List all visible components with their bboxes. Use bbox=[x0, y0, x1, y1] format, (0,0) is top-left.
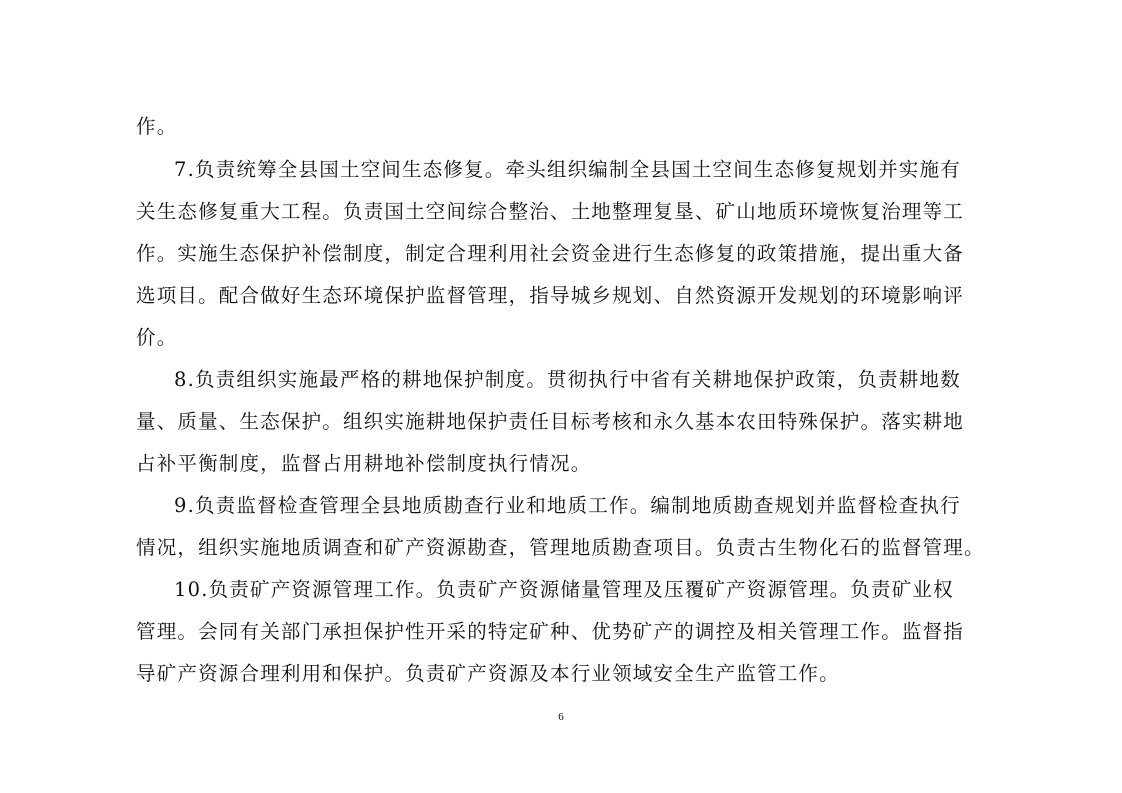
page-number: 6 bbox=[558, 711, 564, 723]
paragraph-7-line-2: 关生态修复重大工程。负责国土空间综合整治、土地整理复垦、矿山地质环境恢复治理等工 bbox=[136, 200, 965, 223]
paragraph-7-line-3: 作。实施生态保护补偿制度，制定合理利用社会资金进行生态修复的政策措施，提出重大备 bbox=[136, 242, 965, 265]
paragraph-7-line-4: 选项目。配合做好生态环境保护监督管理，指导城乡规划、自然资源开发规划的环境影响评 bbox=[136, 284, 965, 307]
paragraph-7-line-5: 价。 bbox=[136, 326, 178, 349]
paragraph-10-line-3: 导矿产资源合理利用和保护。负责矿产资源及本行业领域安全生产监管工作。 bbox=[136, 662, 840, 685]
text-line-1: 作。 bbox=[136, 115, 178, 138]
paragraph-8-line-1: 8.负责组织实施最严格的耕地保护制度。贯彻执行中省有关耕地保护政策，负责耕地数 bbox=[174, 368, 961, 391]
paragraph-7-line-1: 7.负责统筹全县国土空间生态修复。牵头组织编制全县国土空间生态修复规划并实施有 bbox=[174, 158, 961, 181]
paragraph-10-line-1: 10.负责矿产资源管理工作。负责矿产资源储量管理及压覆矿产资源管理。负责矿业权 bbox=[174, 578, 954, 601]
paragraph-8-line-2: 量、质量、生态保护。组织实施耕地保护责任目标考核和永久基本农田特殊保护。落实耕地 bbox=[136, 410, 965, 433]
paragraph-10-line-2: 管理。会同有关部门承担保护性开采的特定矿种、优势矿产的调控及相关管理工作。监督指 bbox=[136, 620, 965, 643]
paragraph-8-line-3: 占补平衡制度，监督占用耕地补偿制度执行情况。 bbox=[136, 452, 592, 475]
paragraph-9-line-2: 情况，组织实施地质调查和矿产资源勘查，管理地质勘查项目。负责古生物化石的监督管理。 bbox=[136, 536, 985, 559]
paragraph-9-line-1: 9.负责监督检查管理全县地质勘查行业和地质工作。编制地质勘查规划并监督检查执行 bbox=[174, 494, 961, 517]
